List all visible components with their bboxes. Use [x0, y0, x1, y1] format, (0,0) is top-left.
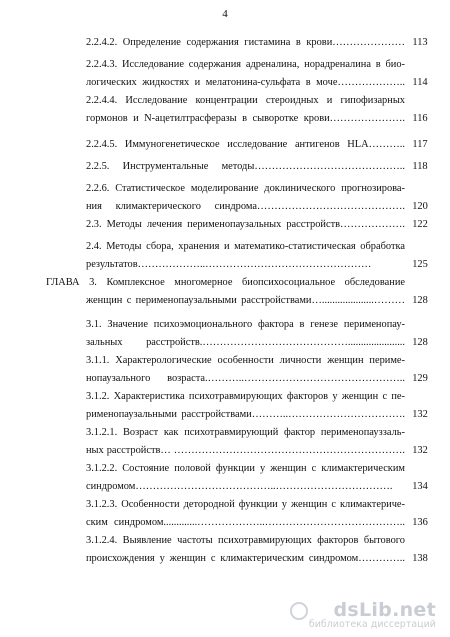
toc-entry-line: 2.2.5. Инструментальные методы…………………………………….. [86, 161, 405, 172]
toc-page-number: 120 [412, 201, 428, 212]
watermark-subtitle: библиотека диссертаций [308, 619, 436, 630]
toc-entry-line: зальных расстройств.……………………………………...................... [86, 337, 405, 348]
toc-entry-line: 2.4. Методы сбора, хранения и математико-статистическая обработка [86, 241, 405, 252]
toc-page-number: 125 [412, 259, 428, 270]
toc-entry-line: 2.2.4.3. Исследование содержания адреналина, норадреналина в био- [86, 59, 405, 70]
toc-entry-line: 3.1.2.1. Возраст как психотравмирующий фактор перименопауззаль- [86, 427, 405, 438]
toc-entry-line: 2.2.4.2. Определение содержания гистамина в крови………………… [86, 37, 405, 48]
toc-page-number: 114 [412, 77, 428, 88]
toc-page-number: 132 [412, 409, 428, 420]
toc-entry-line: женщин с перименопаузальными расстройствами…....................……… [86, 295, 405, 306]
toc-entry-line: 3.1.1. Характерологические особенности личности женщин периме- [86, 355, 405, 366]
toc-entry-line: 2.2.4.5. Иммуногенетическое исследование антигенов HLA……….. [86, 139, 405, 150]
toc-page-number: 118 [412, 161, 428, 172]
toc-entry-line: ных расстройств… …………………………………………………………. [86, 445, 405, 456]
toc-entry-line: 2.2.6. Статистическое моделирование доклинического прогнозирова- [86, 183, 405, 194]
watermark-brand: dsLib.net [333, 599, 436, 621]
toc-entry-line: нопаузального возраста.………..……………………………………….. [86, 373, 405, 384]
toc-entry-line: 3.1. Значение психоэмоционального фактора в генезе перименопау- [86, 319, 405, 330]
toc-entry-line: ния климактерического синдрома……………………………………. [86, 201, 405, 212]
toc-entry-line: 2.2.4.4. Исследование концентрации стероидных и гипофизарных [86, 95, 405, 106]
toc-entry-line: 3.1.2.3. Особенности детородной функции у женщин с климактериче- [86, 499, 405, 510]
toc-page-number: 134 [412, 481, 428, 492]
toc-entry-line: гормонов и N-ацетилтрасферазы в сыворотке крови…………………. [86, 113, 405, 124]
toc-page-number: 138 [412, 553, 428, 564]
toc-entry-line: 3.1.2.4. Выявление частоты психотравмирующих факторов бытового [86, 535, 405, 546]
toc-entry-line: результатов………………..………………………………………… [86, 259, 372, 270]
watermark [290, 599, 440, 631]
toc-entry-line: рименопаузальными расстройствами………..……………………………. [86, 409, 405, 420]
toc-page-number: 113 [412, 37, 428, 48]
toc-page-number: 117 [412, 139, 428, 150]
toc-page-number: 128 [412, 337, 428, 348]
toc-page-number: 116 [412, 113, 428, 124]
toc-entry-line: логических жидкостях и мелатонина-сульфата в моче……………….. [86, 77, 405, 88]
page-number: 4 [222, 8, 228, 20]
toc-entry-line: происхождения у женщин с климактерическим синдромом………….. [86, 553, 405, 564]
toc-page-number: 128 [412, 295, 428, 306]
toc-entry-line: синдромом…………………………………..……………………………. [86, 481, 393, 492]
toc-entry-line: 3.1.2. Характеристика психотравмирующих факторов у женщин с пе- [86, 391, 405, 402]
toc-page-number: 129 [412, 373, 428, 384]
toc-entry-line: ГЛАВА 3. Комплексное многомерное биопсихосоциальное обследование [46, 277, 405, 288]
toc-page-number: 132 [412, 445, 428, 456]
toc-entry-line: 3.1.2.2. Состояние половой функции у женщин с климактерическим [86, 463, 405, 474]
toc-entry-line: ским синдромом.............………………..………………………………….. [86, 517, 405, 528]
toc-page-number: 122 [412, 219, 428, 230]
toc-entry-line: 2.3. Методы лечения перименопаузальных расстройств………………. [86, 219, 405, 230]
toc-page-number: 136 [412, 517, 428, 528]
dslib-logo-icon [290, 602, 308, 620]
